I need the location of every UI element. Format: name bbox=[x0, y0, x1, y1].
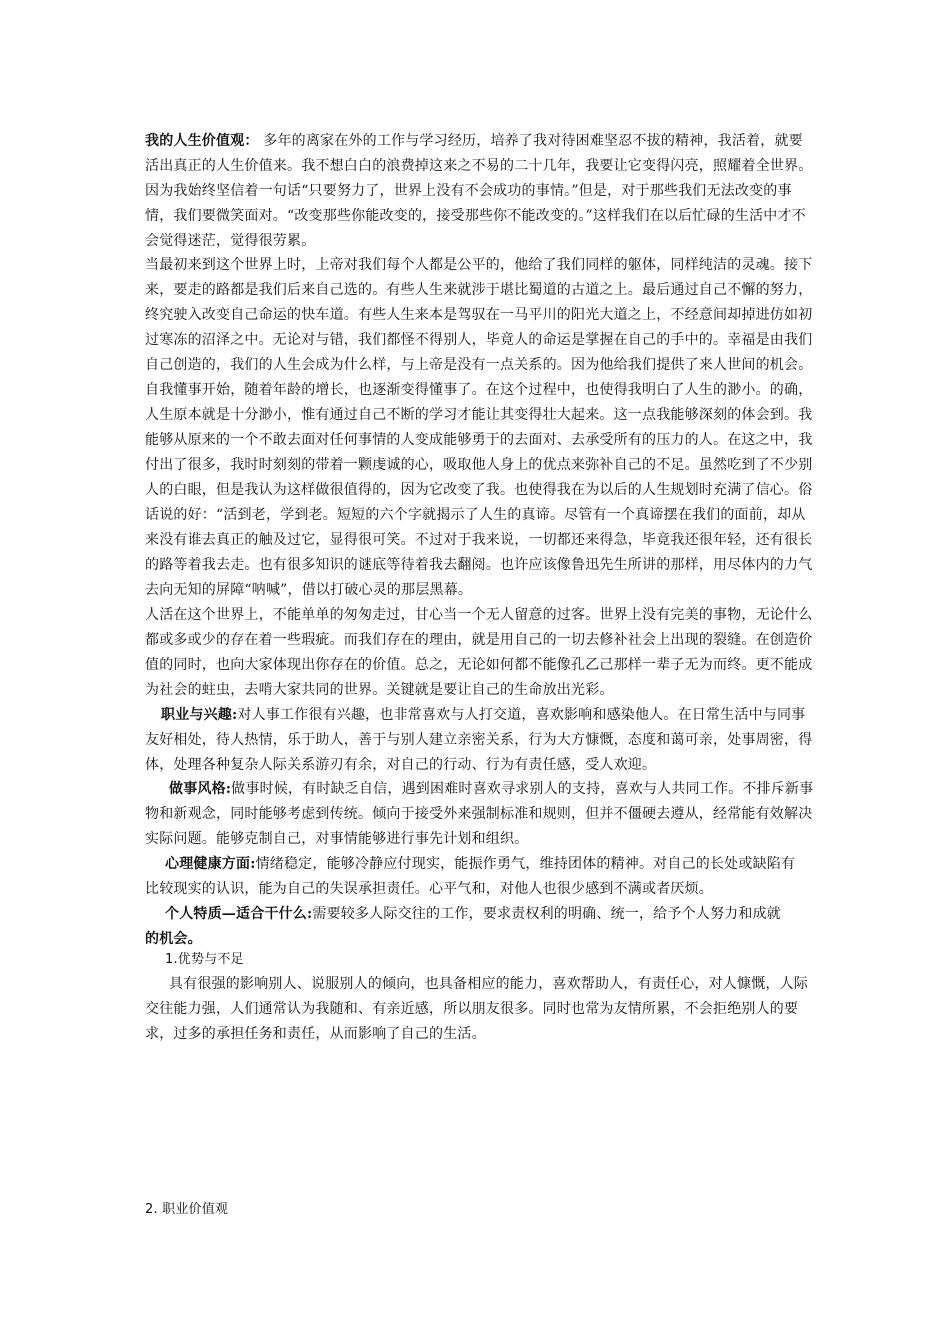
paragraph-world: 人活在这个世界上，不能单单的匆匆走过，甘心当一个无人留意的过客。世界上没有完美的事物，无论什么都或多或少的存在着一些瑕疵。而我们存在的理由，就是用自己的一切去修补社会上出现的裂缝。在创造价值的同时，也向大家体现出你存在的价值。总之，无论如何都不能像孔乙己那样一辈子无为而终。更不能成为社会的蛀虫，去啃大家共同的世界。关键就是要让自己的生命放出光彩。 bbox=[145, 607, 813, 698]
style-paragraph bbox=[145, 777, 815, 852]
paragraph-life: 当最初来到这个世界上时，上帝对我们每个人都是公平的，他给了我们同样的躯体，同样纯洁的灵魂。接下来，要走的路都是我们后来自己选的。有些人生来就涉于堪比蜀道的古道之上。最后通过自己不懈的努力，终究驶入改变自己命运的快车道。有些人生来本是驾驭在一马平川的阳光大道之上，不经意间却掉进仿如初过寒冻的沼泽之中。无论对与错，我们都怪不得别人，毕竟人的命运是掌握在自己的手中的。幸福是由我们自己创造的，我们的人生会成为什么样，与上帝是没有一点关系的。因为他给我们提供了来人世间的机会。自我懂事开始，随着年龄的增长，也逐渐变得懂事了。在这个过程中，也使得我明白了人生的渺小。的确，人生原本就是十分渺小，惟有通过自己不断的学习才能让其变得壮大起来。这一点我能够深刻的体会到。我能够从原来的一个不敢去面对任何事情的人变成能够勇于的去面对、去承受所有的压力的人。在这之中，我付出了很多，我时时刻刻的带着一颗虔诚的心，吸取他人身上的优点来弥补自己的不足。虽然吃到了不少别人的白眼，但是我认为这样做很值得的，因为它改变了我。也使得我在为以后的人生规划时充满了信心。俗话说的好：“活到老，学到老。短短的六个字就揭示了人生的真谛。尽管有一个真谛摆在我们的面前，却从来没有谁去真正的触及过它，显得很可笑。不过对于我来说，一切都还来得急，毕竟我还很年轻，还有很长的路等着我去走。也有很多知识的谜底等待着我去翻阅。也许应该像鲁迅先生所讲的那样，用尽体内的力气去向无知的屏障“呐喊”，借以打破心灵的那层黑幕。 bbox=[145, 257, 813, 598]
intro-heading: 我的人生价值观： bbox=[145, 133, 259, 149]
trait-text-end: 的机会。 bbox=[145, 931, 202, 947]
section-2-title: 2. 职业价值观 bbox=[145, 1202, 229, 1217]
section-1-title: 1.优势与不足 bbox=[165, 952, 244, 967]
career-paragraph bbox=[145, 703, 815, 778]
trait-paragraph bbox=[145, 902, 815, 952]
mental-paragraph bbox=[145, 852, 805, 902]
intro-text: 多年的离家在外的工作与学习经历，培养了我对待困难坚忍不拔的精神，我活着，就要活出真正的人生价值来。我不想白白的浪费掉这来之不易的二十几年，我要让它变得闪亮，照耀着全世界。因为我始终坚信着一句话“只要努力了，世界上没有不会成功的事情。”但是，对于那些我们无法改变的事情，我们要微笑面对。“改变那些你能改变的，接受那些你不能改变的。”这样我们在以后忙碌的生活中才不会觉得迷茫，觉得很劳累。 bbox=[145, 133, 813, 249]
career-heading: 职业与兴趣: bbox=[161, 707, 238, 723]
career-text: 对人事工作很有兴趣，也非常喜欢与人打交道，喜欢影响和感染他人。在日常生活中与同事友好相处，待人热情，乐于助人，善于与别人建立亲密关系，行为大方慷慨，态度和蔼可亲，处事周密，得体，处理各种复杂人际关系游刃有余，对自己的行动、行为有责任感，受人欢迎。 bbox=[145, 707, 813, 773]
trait-text: 需要较多人际交往的工作，要求责权利的明确、统一，给予个人努力和成就 bbox=[312, 906, 781, 922]
mental-text: 情绪稳定，能够冷静应付现实，能振作勇气，维持团体的精神。对自己的长处或缺陷有比较现实的认识，能为自己的失误承担责任。心平气和，对他人也很少感到不满或者厌烦。 bbox=[145, 856, 796, 897]
style-text: 做事时候，有时缺乏自信，遇到困难时喜欢寻求别人的支持，喜欢与人共同工作。不排斥新事物和新观念，同时能够考虑到传统。倾向于接受外来强制标准和规则，但并不僵硬去遵从，经常能有效解决实际问题。能够克制自己，对事情能够进行事先计划和组织。 bbox=[145, 781, 814, 847]
style-heading: 做事风格: bbox=[169, 781, 232, 797]
section-1-text: 具有很强的影响别人、说服别人的倾向，也具备相应的能力，喜欢帮助人，有责任心，对人慷慨，人际交往能力强，人们通常认为我随和、有亲近感，所以朋友很多。同时也常为友情所累，不会拒绝别人的要求，过多的承担任务和责任，从而影响了自己的生活。 bbox=[145, 976, 808, 1042]
mental-heading: 心理健康方面: bbox=[165, 856, 256, 872]
trait-heading: 个人特质—适合干什么: bbox=[165, 906, 313, 922]
intro-paragraph bbox=[145, 129, 815, 254]
